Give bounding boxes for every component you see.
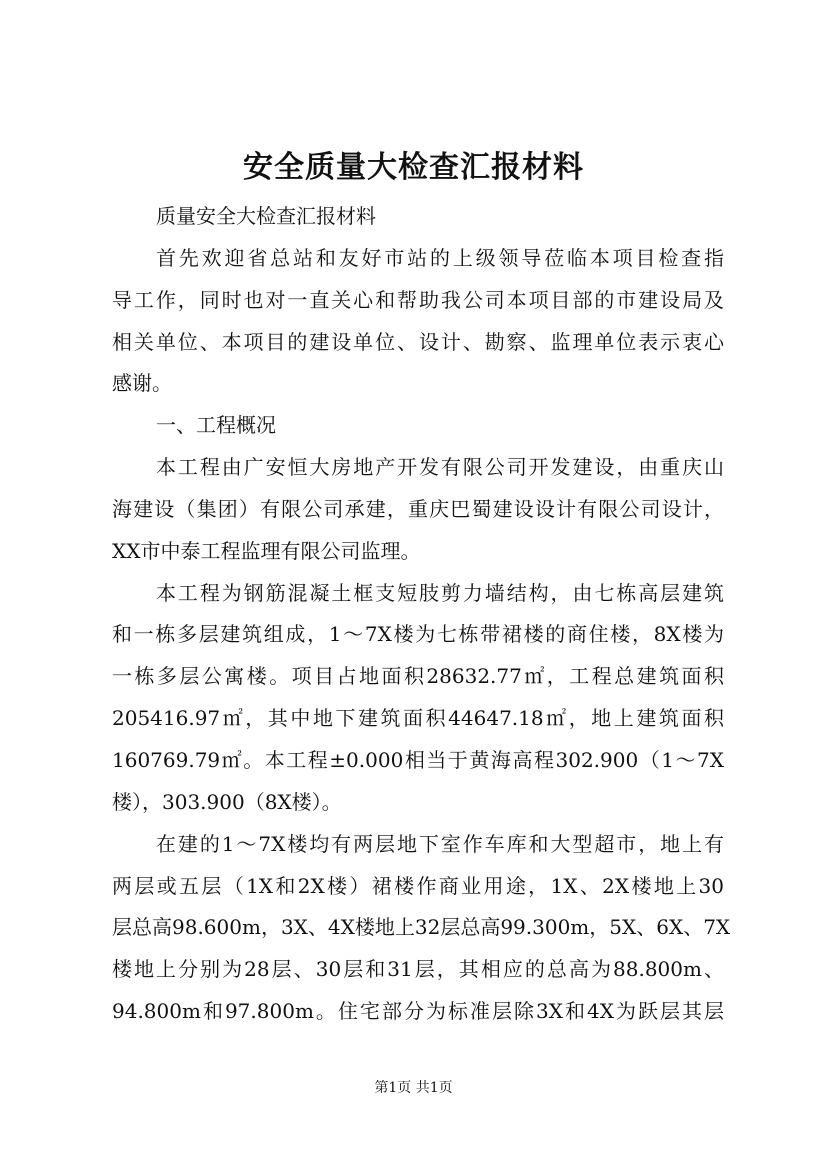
text-line: 楼地上分别为28层、30层和31层，其相应的总高为88.800m、 (112, 957, 724, 982)
document-body (112, 196, 731, 1033)
text-line: 在建的1～7X楼均有两层地下室作车库和大型超市，地上有 (156, 831, 724, 856)
text-line: XX市中泰工程监理有限公司监理。 (112, 538, 421, 563)
text-line: 海建设（集团）有限公司承建，重庆巴蜀建设设计有限公司设计， (112, 496, 724, 521)
text-line: 160769.79㎡。本工程±0.000相当于黄海高程302.900（1～7X (112, 747, 724, 772)
text-line: 一栋多层公寓楼。项目占地面积28632.77㎡，工程总建筑面积 (112, 664, 724, 689)
text-line: 94.800m和97.800m。住宅部分为标准层除3X和4X为跃层其层 (112, 999, 724, 1024)
page-footer: 第1页 共1页 (374, 1080, 453, 1096)
section-heading: 一、工程概况 (156, 413, 276, 438)
document-title: 安全质量大检查汇报材料 (243, 150, 584, 185)
text-line: 相关单位、本项目的建设单位、设计、勘察、监理单位表示衷心 (112, 329, 724, 354)
text-line: 本工程由广安恒大房地产开发有限公司开发建设，由重庆山 (156, 455, 724, 480)
text-line: 和一栋多层建筑组成，1～7X楼为七栋带裙楼的商住楼，8X楼为 (112, 622, 724, 647)
text-line: 205416.97㎡，其中地下建筑面积44647.18㎡，地上建筑面积 (112, 706, 724, 731)
text-line: 本工程为钢筋混凝土框支短肢剪力墙结构，由七栋高层建筑 (156, 580, 724, 605)
text-line: 楼），303.900（8X楼）。 (112, 789, 342, 814)
text-line: 首先欢迎省总站和友好市站的上级领导莅临本项目检查指 (156, 245, 724, 270)
text-line: 质量安全大检查汇报材料 (156, 204, 376, 228)
text-line: 两层或五层（1X和2X楼）裙楼作商业用途，1X、2X楼地上30 (112, 873, 724, 898)
text-line: 层总高98.600m，3X、4X楼地上32层总高99.300m，5X、6X、7X (112, 915, 731, 940)
text-line: 感谢。 (112, 371, 172, 396)
text-line: 导工作，同时也对一直关心和帮助我公司本项目部的市建设局及 (112, 287, 724, 312)
